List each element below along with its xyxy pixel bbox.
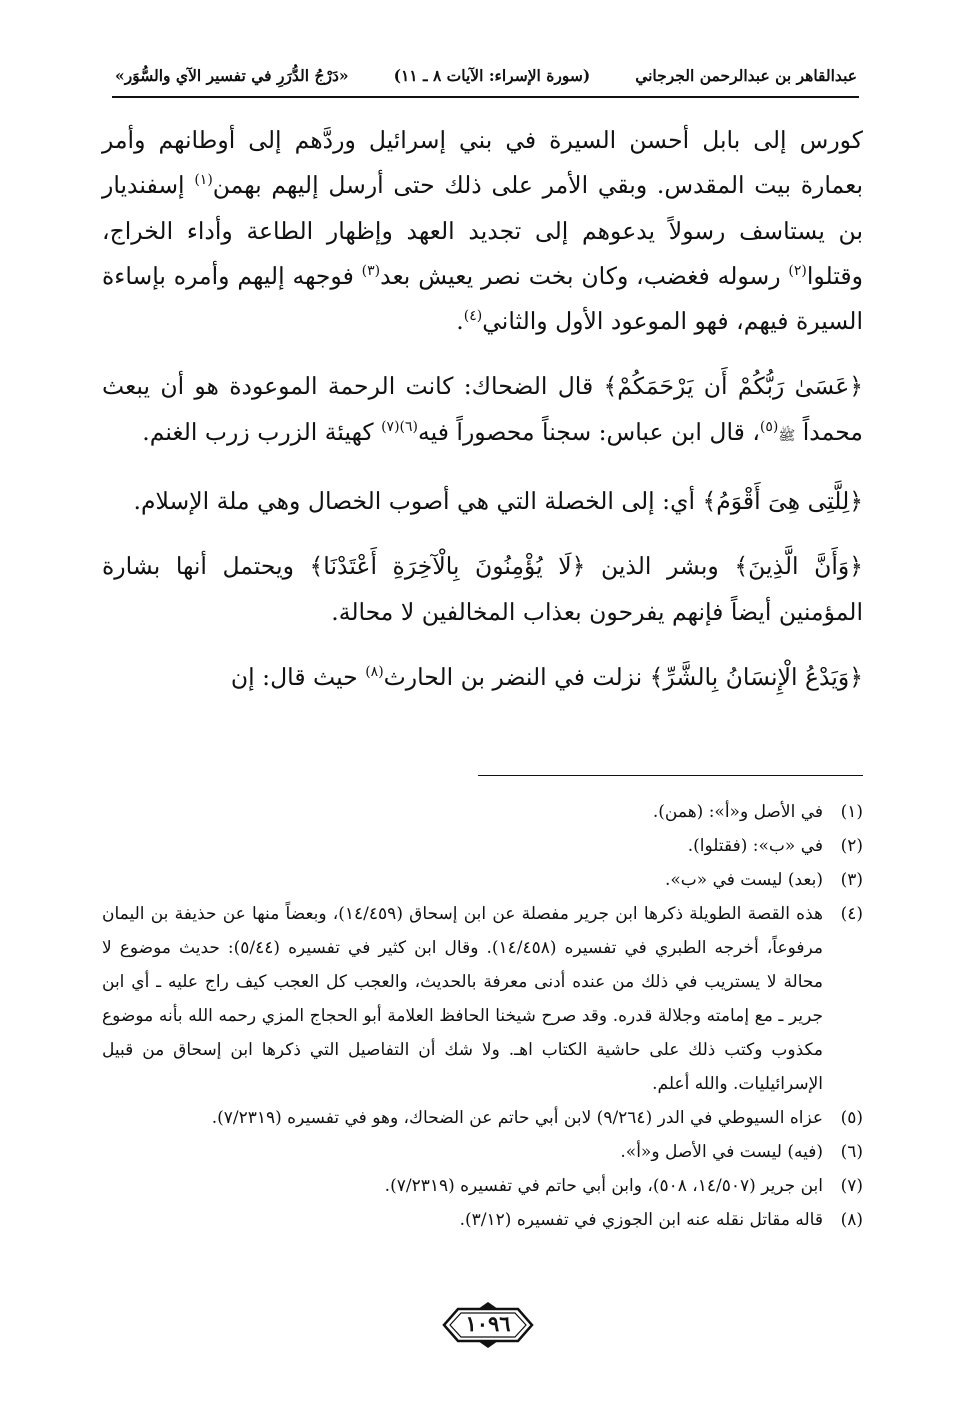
page-number-ornament xyxy=(440,1300,536,1350)
footnote-text: قاله مقاتل نقله عنه ابن الجوزي في تفسيره (٣/١٢). xyxy=(459,1210,823,1230)
quran-quote: ﴿عَسَىٰ رَبُّكُمْ أَن يَرْحَمَكُمْ﴾ xyxy=(603,372,863,401)
quran-quote: ﴿لَا يُؤْمِنُونَ بِالْآخِرَةِ أَعْتَدْنَا﴾ xyxy=(309,552,586,581)
footnote xyxy=(102,1135,863,1169)
footnote-number: (١) xyxy=(840,802,863,822)
running-header xyxy=(115,58,857,92)
paragraph-text: نزلت في النضر بن الحارث xyxy=(383,662,650,691)
footnote xyxy=(102,863,863,897)
quran-quote: ﴿وَيَدْعُ الْإِنسَانُ بِالشَّرِّ﴾ xyxy=(649,662,863,691)
footnote-number: (٧) xyxy=(840,1176,863,1196)
header-book-title: «دَرْجُ الدُّرَرِ في تفسير الآي والسُّوَر» xyxy=(115,65,349,85)
paragraph-text: أي: إلى الخصلة التي هي أصوب الخصال وهي ملة الإسلام. xyxy=(133,487,703,516)
footnote xyxy=(102,897,863,1101)
footnote-marker: (٢) xyxy=(788,263,807,280)
paragraph-text: إسفنديار بن يستاسف رسولاً يدعوهم إلى تجديد العهد وإظهار الطاعة وأداء الخراج، وقتلوا xyxy=(102,171,863,290)
paragraph-text: وبشر الذين xyxy=(585,552,735,581)
footnote-marker: (٦)(٧) xyxy=(381,418,419,435)
footnote-text: في «ب»: (فقتلوا). xyxy=(687,836,823,856)
paragraph-text: قال الضحاك: كانت الرحمة الموعودة هو أن يبعث محمداً xyxy=(102,372,863,446)
paragraph-text: حيث قال: إن xyxy=(230,662,366,691)
honorific-glyph: ﷺ xyxy=(778,427,796,444)
quran-quote: ﴿لِلَّتِى هِىَ أَقْوَمُ﴾ xyxy=(702,487,863,516)
footnote xyxy=(102,1169,863,1203)
quran-quote: ﴿وَأَنَّ الَّذِينَ﴾ xyxy=(734,552,863,581)
footnote-text: ابن جرير (١٤/٥٠٧، ٥٠٨)، وابن أبي حاتم في تفسيره (٧/٢٣١٩). xyxy=(384,1176,823,1196)
header-section: (سورة الإسراء: الآيات ٨ ـ ١١) xyxy=(393,65,591,85)
footnotes xyxy=(102,795,863,1237)
footnote-number: (٨) xyxy=(840,1210,863,1230)
footnote-number: (٢) xyxy=(840,836,863,856)
header-author: عبدالقاهر بن عبدالرحمن الجرجاني xyxy=(635,65,857,85)
paragraph xyxy=(102,655,863,700)
footnote-marker: (٨) xyxy=(365,664,384,681)
footnote-marker: (٤) xyxy=(463,308,483,325)
paragraph-text: . xyxy=(456,307,464,336)
paragraph xyxy=(102,364,863,459)
main-text xyxy=(102,118,863,700)
paragraph-text: رسوله فغضب، وكان بخت نصر يعيش بعد xyxy=(380,261,789,290)
footnote-number: (٤) xyxy=(840,904,863,924)
paragraph-text: كهيئة الزرب زرب الغنم. xyxy=(142,417,382,446)
footnote-number: (٣) xyxy=(840,870,863,890)
footnote-marker: (٣) xyxy=(361,263,381,280)
footnote-divider xyxy=(478,775,863,776)
footnote-text: (فيه) ليست في الأصل و«أ». xyxy=(620,1142,823,1162)
footnote xyxy=(102,1203,863,1237)
footnote-text: عزاه السيوطي في الدر (٩/٢٦٤) لابن أبي حاتم عن الضحاك، وهو في تفسيره (٧/٢٣١٩). xyxy=(211,1108,823,1128)
paragraph xyxy=(102,118,863,344)
footnote-number: (٥) xyxy=(840,1108,863,1128)
footnote-text: هذه القصة الطويلة ذكرها ابن جرير مفصلة عن ابن إسحاق (١٤/٤٥٩)، وبعضاً منها عن حذيفة بن اليمان مرفوعاً، أخرجه الطبري في تفسيره (١٤/٤٥٨). وقال ابن كثير في تفسيره (٥/٤٤): حديث موضوع لا محالة لا يستريب في ذلك من عنده أدنى معرفة بالحديث، والعجب كل العجب كيف راج عليه ـ أي ابن جرير ـ مع إمامته وجلالة قدره. وقد صرح شيخنا الحافظ العلامة أبو الحجاج المزي رحمه الله بأنه موضوع مكذوب وكتب ذلك على حاشية الكتاب اهـ. ولا شك أن التفاصيل التي ذكرها ابن إسحاق من قبيل الإسرائيليات. والله أعلم. xyxy=(102,904,824,1094)
paragraph xyxy=(102,544,863,635)
footnote-text: (بعد) ليست في «ب». xyxy=(664,870,823,890)
footnote-text: في الأصل و«أ»: (همن). xyxy=(652,802,823,822)
paragraph-text: ، قال ابن عباس: سجناً محصوراً فيه xyxy=(418,417,760,446)
footnote-marker: (٥) xyxy=(759,418,779,435)
paragraph-text: فوجهه إليهم وأمره بإساءة السيرة فيهم، فهو الموعود الأول والثاني xyxy=(102,261,863,336)
footnote xyxy=(102,1101,863,1135)
footnote xyxy=(102,795,863,829)
header-divider xyxy=(112,96,859,98)
page-number: ١٠٩٦ xyxy=(465,1311,511,1336)
footnote-number: (٦) xyxy=(840,1142,863,1162)
footnote xyxy=(102,829,863,863)
paragraph-text: كورس إلى بابل أحسن السيرة في بني إسرائيل وردَّهم إلى أوطانهم وأمر بعمارة بيت المقدس. وبقي الأمر على ذلك حتى أرسل إليهم بهمن xyxy=(102,126,863,200)
footnote-marker: (١) xyxy=(194,172,213,189)
paragraph xyxy=(102,479,863,524)
paragraph-text: ويحتمل أنها بشارة المؤمنين أيضاً فإنهم يفرحون بعذاب المخالفين لا محالة. xyxy=(102,552,863,626)
